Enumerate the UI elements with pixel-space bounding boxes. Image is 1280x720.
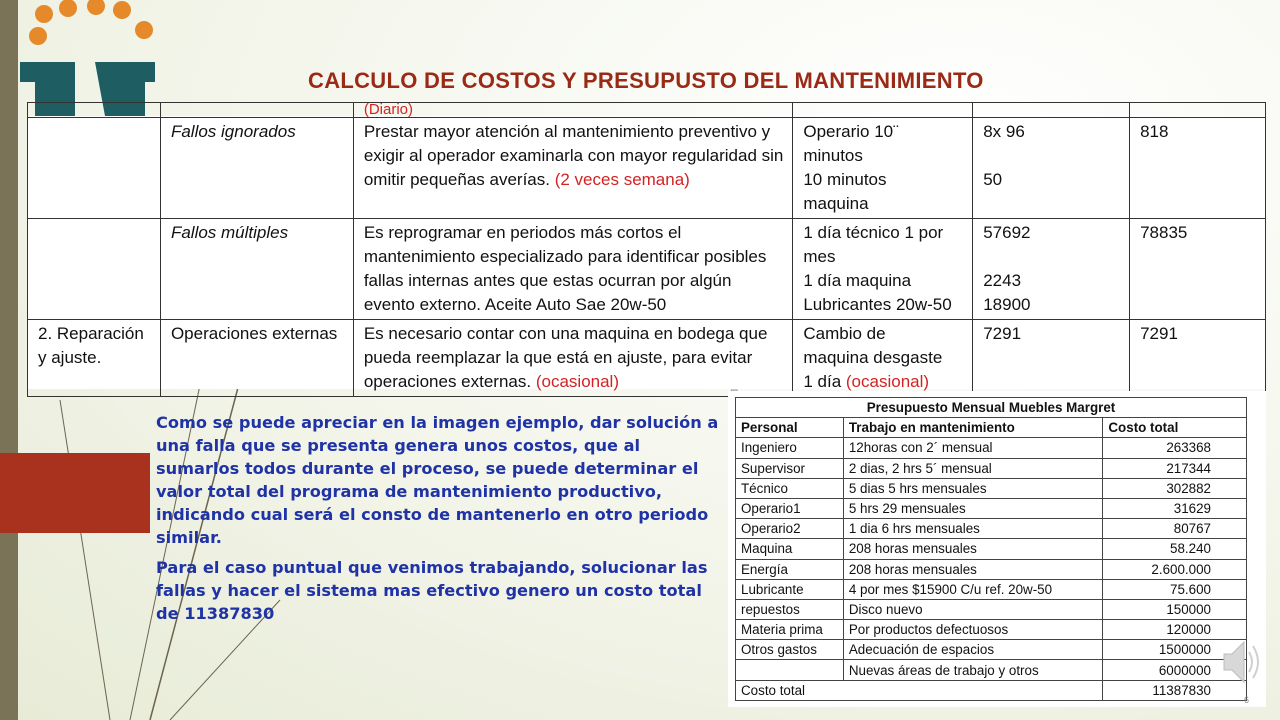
solution-cell: Es reprogramar en periodos más cortos el mantenimiento especializado para identificar posibles fallas internas antes que estas ocurran por algún evento externo. Aceite Auto Sae 20w-50 <box>353 219 793 320</box>
cost-cell: 8x 96 50 <box>973 118 1130 219</box>
frequency-note: (2 veces semana) <box>554 170 690 189</box>
personal-cell: Supervisor <box>736 458 844 478</box>
task-cell: 5 hrs 29 mensuales <box>843 498 1103 518</box>
cost-cell: 217344 <box>1103 458 1247 478</box>
cost-cell: 58.240 <box>1103 539 1247 559</box>
page-number: 6 <box>1244 695 1250 705</box>
table-header-row <box>736 418 1247 438</box>
personal-cell: repuestos <box>736 599 844 619</box>
budget-title: Presupuesto Mensual Muebles Margret <box>736 398 1247 418</box>
column-header: Personal <box>736 418 844 438</box>
frequency-note: (ocasional) <box>535 372 619 391</box>
personal-cell: Técnico <box>736 478 844 498</box>
table-title-row <box>736 398 1247 418</box>
table-row <box>736 438 1247 458</box>
budget-table-image <box>728 391 1266 707</box>
solution-cell: Prestar mayor atención al mantenimiento preventivo y exigir al operador examinarla con mayor regularidad sin omitir pequeñas averías. (2 veces semana) <box>353 118 793 219</box>
cost-cell: 263368 <box>1103 438 1247 458</box>
personal-cell: Energía <box>736 559 844 579</box>
university-logo <box>0 0 170 116</box>
total-value: 11387830 <box>1103 680 1247 700</box>
explanation-text <box>156 411 726 632</box>
task-cell: 12horas con 2´ mensual <box>843 438 1103 458</box>
total-cell: 818 <box>1130 118 1266 219</box>
personal-cell: Operario1 <box>736 498 844 518</box>
total-cell: 7291 <box>1130 320 1266 397</box>
task-cell: 4 por mes $15900 C/u ref. 20w-50 <box>843 579 1103 599</box>
table-row <box>28 118 1266 219</box>
personal-cell: Materia prima <box>736 620 844 640</box>
cost-cell: 150000 <box>1103 599 1247 619</box>
task-cell: Disco nuevo <box>843 599 1103 619</box>
task-cell: 5 dias 5 hrs mensuales <box>843 478 1103 498</box>
total-cell: 78835 <box>1130 219 1266 320</box>
personal-cell: Lubricante <box>736 579 844 599</box>
total-row <box>736 680 1247 700</box>
time-cell: Cambio de maquina desgaste 1 día (ocasional) <box>793 320 973 397</box>
personal-cell: Operario2 <box>736 519 844 539</box>
budget-table <box>735 397 1247 701</box>
task-cell: 208 horas mensuales <box>843 539 1103 559</box>
table-row <box>736 620 1247 640</box>
red-accent-tab <box>0 453 150 533</box>
task-cell: Nuevas áreas de trabajo y otros <box>843 660 1103 680</box>
task-cell: Adecuación de espacios <box>843 640 1103 660</box>
total-label: Costo total <box>736 680 1103 700</box>
table-row <box>28 219 1266 320</box>
failure-cell: Operaciones externas <box>160 320 353 397</box>
table-row <box>736 458 1247 478</box>
task-cell: 2 dias, 2 hrs 5´ mensual <box>843 458 1103 478</box>
cost-cell: 1500000 <box>1103 640 1247 660</box>
failure-cell: Fallos ignorados <box>160 118 353 219</box>
paragraph: Para el caso puntual que venimos trabajando, solucionar las fallas y hacer el sistema mas efectivo genero un costo total de 11387830 <box>156 558 708 623</box>
column-header: Trabajo en mantenimiento <box>843 418 1103 438</box>
maintenance-cost-table <box>27 102 1266 397</box>
cost-cell: 302882 <box>1103 478 1247 498</box>
solution-cell: Es necesario contar con una maquina en bodega que pueda reemplazar la que está en ajuste, para evitar operaciones externas. (ocasional) <box>353 320 793 397</box>
table-row <box>28 320 1266 397</box>
personal-cell: Ingeniero <box>736 438 844 458</box>
table-row <box>736 478 1247 498</box>
paragraph: Como se puede apreciar en la imagen ejemplo, dar solución a una falla que se presenta genera unos costos, que al sumarlos todos durante el proceso, se puede determinar el valor total del programa de mantenimiento productivo, indicando cual será el consto de mantenerlo en otro periodo similar. <box>156 413 719 547</box>
table-row <box>736 539 1247 559</box>
slide-title: CALCULO DE COSTOS Y PRESUPUSTO DEL MANTENIMIENTO <box>308 68 984 93</box>
table-row <box>736 559 1247 579</box>
cost-cell: 6000000 <box>1103 660 1247 680</box>
time-cell: 1 día técnico 1 por mes 1 día maquina Lubricantes 20w-50 <box>793 219 973 320</box>
table-row <box>736 640 1247 660</box>
frequency-note: (ocasional) <box>845 372 930 391</box>
audio-speaker-icon[interactable] <box>1222 632 1262 692</box>
table-row <box>736 660 1247 680</box>
personal-cell <box>736 660 844 680</box>
cost-cell: 7291 <box>973 320 1130 397</box>
personal-cell: Otros gastos <box>736 640 844 660</box>
task-cell: 208 horas mensuales <box>843 559 1103 579</box>
budget-rows <box>736 438 1247 680</box>
table-row <box>28 103 1266 118</box>
table-row <box>736 599 1247 619</box>
personal-cell: Maquina <box>736 539 844 559</box>
cost-cell: 31629 <box>1103 498 1247 518</box>
task-cell: 1 dia 6 hrs mensuales <box>843 519 1103 539</box>
maintenance-cost-table-image <box>27 101 1266 391</box>
table-row <box>736 579 1247 599</box>
cost-cell: 57692 2243 18900 <box>973 219 1130 320</box>
failure-cell: Fallos múltiples <box>160 219 353 320</box>
column-header: Costo total <box>1103 418 1247 438</box>
cost-cell: 120000 <box>1103 620 1247 640</box>
cut-off-note: (Diario) <box>363 101 413 118</box>
cost-cell: 75.600 <box>1103 579 1247 599</box>
cost-cell: 2.600.000 <box>1103 559 1247 579</box>
task-cell: Por productos defectuosos <box>843 620 1103 640</box>
cost-cell: 80767 <box>1103 519 1247 539</box>
table-row <box>736 498 1247 518</box>
table-row <box>736 519 1247 539</box>
category-cell: 2. Reparación y ajuste. <box>28 320 161 397</box>
time-cell: Operario 10¨ minutos 10 minutos maquina <box>793 118 973 219</box>
